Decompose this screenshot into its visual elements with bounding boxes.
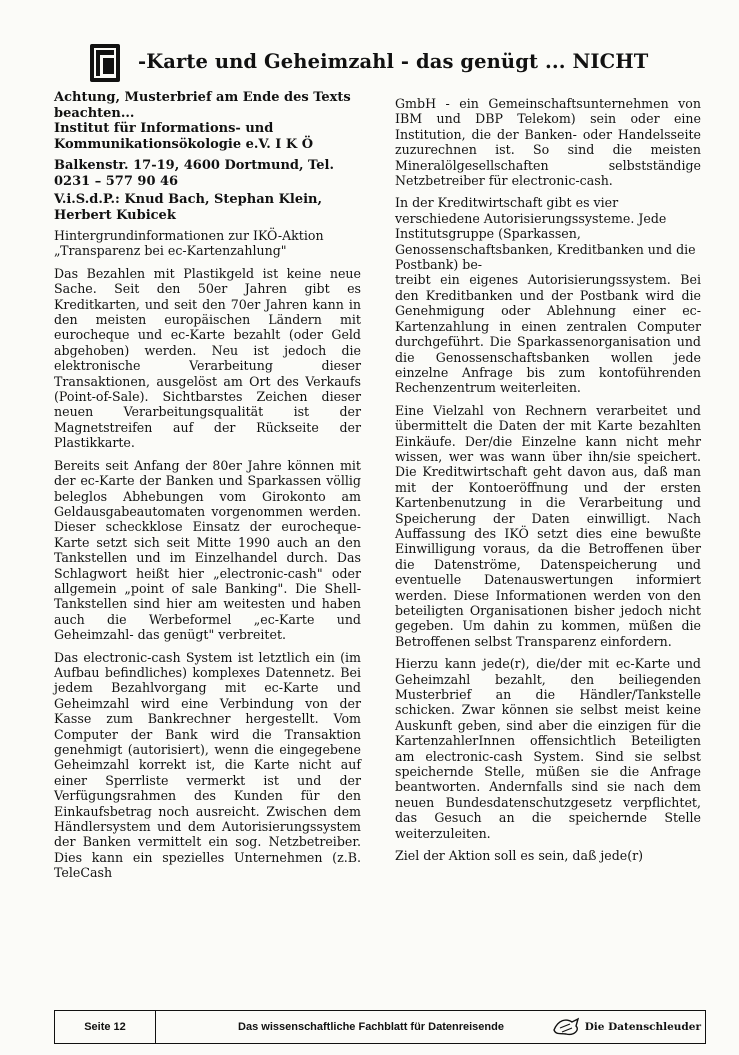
paragraph-data-storage: Eine Vielzahl von Rechnern verarbeitet und übermittelt die Daten der mit Karte bezahlten Einkäufe. Der/die Einzelne kann nicht mehr wissen, wer was wann über ihn/sie speichert. Die Kreditwirtschaft geht davon aus, daß man mit der Kontoeröffnung und der ersten Kartenbenutzung in die Verarbeitung und Speicherung der Daten einwilligt. Nach Auffassung des IKÖ setzt dies eine bewußte Einwilligung voraus, da die Betroffenen über die Datenströme, Datenspeicherung und eventuelle Datenauswertungen informiert werden. Diese Informationen werden von den beteiligten Organisationen bisher jedoch nicht gegeben. Um dahin zu kommen, müßen die Betroffenen selbst Transparenz einfordern. (395, 402, 701, 649)
footer-tagline: Das wissenschaftliche Fachblatt für Datenreisende (238, 1021, 504, 1033)
chaos-knot-icon (552, 1016, 582, 1038)
paragraph-background-info: Hintergrundinformationen zur IKÖ-Aktion „Transparenz bei ec-Kartenzahlung" (54, 228, 324, 259)
institute-address: Balkenstr. 17-19, 4600 Dortmund, Tel. 0231 – 577 90 46 (54, 158, 334, 189)
paragraph-authorization-systems: In der Kreditwirtschaft gibt es vier verschiedene Autorisierungssysteme. Jede Institutsgruppe (Sparkassen, Genossenschaftsbanken, Kreditbanken und die Postbank) be- (395, 195, 696, 273)
paragraph-network-operators: GmbH - ein Gemeinschaftsunternehmen von IBM und DBP Telekom) sein oder eine Institution, die der Banken- oder Handelsseite zuzurechnen ist. So sind die meisten Mineralölgesellschaften selbstständige Netzbetreiber für electronic-cash. (395, 96, 701, 189)
page-number: Seite 12 (55, 1011, 156, 1043)
paragraph-data-network: Das electronic-cash System ist letztlich ein (im Aufbau befindliches) komplexes Datennetz. Bei jedem Bezahlvorgang mit ec-Karte und Geheimzahl wird eine Verbindung von der Kasse zum Bankrechner hergestellt. Vom Computer der Bank wird die Transaktion genehmigt (autorisiert), wenn die eingegebene Geheimzahl korrekt ist, die Karte nicht auf einer Sperrliste vermerkt ist und der Verfügungsrahmen des Kunden für den Einkaufsbetrag noch ausreicht. Zwischen dem Händlersystem und dem Autorisierungssystem der Banken vermittelt ein sog. Netzbetreiber. Dies kann ein spezielles Unternehmen (z.B. TeleCash (54, 649, 361, 881)
paragraph-authorization-continued: treibt ein eigenes Autorisierungssystem. Bei den Kreditbanken und der Postbank wird die Genehmigung oder Ablehnung einer ec-Kartenzahlung in einen zentralen Computer durchgeführt. Die Sparkassenorganisation und die Genossenschaftsbanken wollen jede einzelne Anfrage bis zum kontoführenden Rechenzentrum weiterleiten. (395, 272, 701, 396)
magazine-name: Die Datenschleuder (584, 1021, 701, 1033)
right-column (395, 96, 701, 871)
paragraph-sample-letter: Hierzu kann jede(r), die/der mit ec-Karte und Geheimzahl bezahlt, den beiliegenden Musterbrief an die Händler/Tankstelle schicken. Zwar können sie selbst meist keine Auskunft geben, sind aber die einzigen für die KartenzahlerInnen offensichtlich Beteiligten am electronic-cash System. Sind sie selbst speichernde Stelle, müßen sie die Anfrage beantworten. Andernfalls sind sie nach dem neuen Bundesdatenschutzgesetz verpflichtet, das Gesuch an die speichernde Stelle weiterzuleiten. (395, 656, 701, 841)
left-column (54, 90, 361, 888)
page-title: -Karte und Geheimzahl - das genügt ... NICHT (138, 50, 649, 73)
paragraph-electronic-cash: Bereits seit Anfang der 80er Jahre können mit der ec-Karte der Banken und Sparkassen völlig beleglos Abhebungen vom Girokonto am Geldausgabeautomaten vorgenommen werden. Dieser scheckklose Einsatz der eurocheque-Karte setzt sich seit Mitte 1990 auch an den Tankstellen und im Einzelhandel durch. Das Schlagwort heißt hier „electronic-cash" oder allgemein „point of sale Banking". Die Shell-Tankstellen sind hier am weitesten und haben auch die Werbeformel „ec-Karte und Geheimzahl- das genügt" verbreitet. (54, 457, 361, 643)
paragraph-action-goal: Ziel der Aktion soll es sein, daß jede(r) (395, 848, 644, 864)
intro-notice: Achtung, Musterbrief am Ende des Texts beachten... (54, 90, 351, 121)
page-footer (54, 1010, 706, 1044)
magazine-logo (535, 1011, 705, 1043)
paragraph-plastic-money: Das Bezahlen mit Plastikgeld ist keine neue Sache. Seit den 50er Jahren gibt es Kreditkarten, und seit den 70er Jahren kann in den meisten europäischen Ländern mit eurocheque und ec-Karte bezahlt (oder Geld abgehoben) werden. Neu ist jedoch die elektronische Verarbeitung dieser Transaktionen, ausgelöst am Ort des Verkaufs (Point-of-Sale). Sichtbarstes Zeichen dieser neuen Verarbeitungsqualität ist der Magnetstreifen auf der Rückseite der Plastikkarte. (54, 265, 361, 451)
ccc-logo-icon (90, 44, 120, 82)
institute-name: Institut für Informations- und Kommunikationsökologie e.V. I K Ö (54, 121, 314, 152)
responsible-persons: V.i.S.d.P.: Knud Bach, Stephan Klein, Herbert Kubicek (54, 192, 323, 223)
